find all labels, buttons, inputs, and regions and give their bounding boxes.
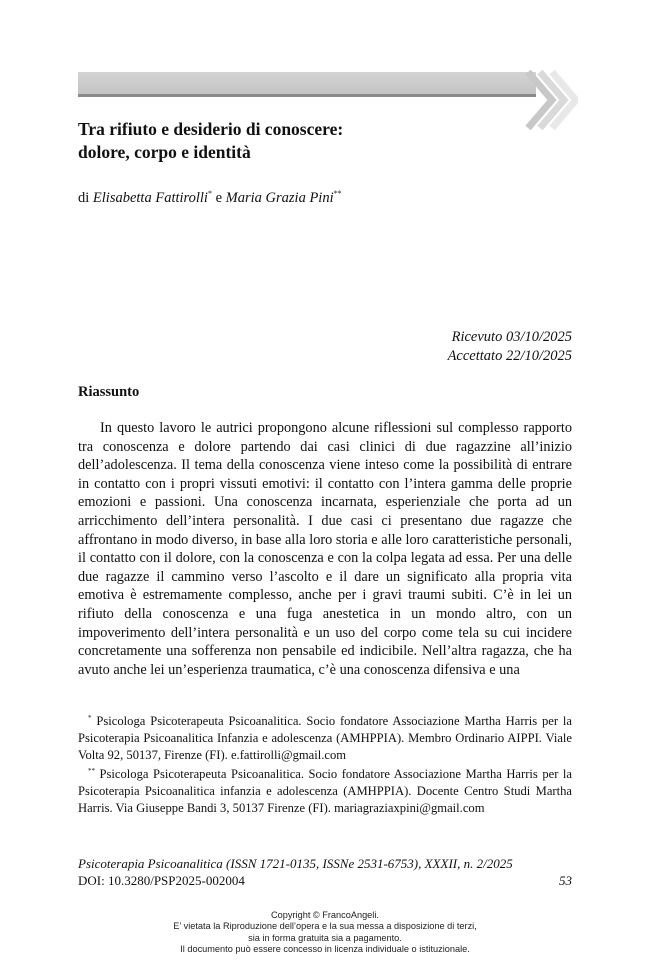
copyright-line: Il documento può essere concesso in licenza individuale o istituzionale. <box>180 944 470 955</box>
title-line: dolore, corpo e identità <box>78 142 251 162</box>
footnote-mark: * <box>207 189 212 198</box>
author-prefix: di <box>78 189 90 206</box>
footnote-mark: * <box>88 714 92 722</box>
doi: DOI: 10.3280/PSP2025-002004 <box>78 873 245 888</box>
author-name: Maria Grazia Pini <box>225 189 334 206</box>
journal-info <box>78 855 572 889</box>
footnote-mark: ** <box>333 189 342 198</box>
journal-citation: Psicoterapia Psicoanalitica (ISSN 1721-0135, ISSNe 2531-6753), XXXII, n. 2/2025 <box>78 856 513 871</box>
received-date: Ricevuto 03/10/2025 <box>451 329 572 345</box>
header-band <box>78 72 536 97</box>
submission-dates <box>448 328 572 366</box>
abstract-heading: Riassunto <box>78 384 140 400</box>
footnote <box>78 710 572 763</box>
copyright-line: Copyright © FrancoAngeli. <box>271 910 379 920</box>
copyright-line: sia in forma gratuita sia a pagamento. <box>248 932 402 943</box>
accepted-date: Accettato 22/10/2025 <box>447 348 572 364</box>
page-number: 53 <box>559 873 572 888</box>
author-line <box>78 189 342 207</box>
title-line: Tra rifiuto e desiderio di conoscere: <box>78 119 344 139</box>
footnote-mark: ** <box>88 767 95 776</box>
footnotes <box>78 710 572 817</box>
author-conjunction: e <box>215 189 223 206</box>
footnote <box>78 763 572 816</box>
copyright-line: E’ vietata la Riproduzione dell’opera e la sua messa a disposizione di terzi, <box>173 921 477 932</box>
chevron-right-icon <box>522 64 578 136</box>
footnote-text: Psicologa Psicoterapeuta Psicoanalitica. Socio fondatore Associazione Martha Harris per la Psicoterapia Psicoanalitica infanzia e adolescenza (AMHPPIA). Docente Centro Studi Martha Harris. Via Giuseppe Bandi 3, 50137 Firenze (FI). mariagraziaxpini@gmail.com <box>78 767 572 815</box>
abstract-text: In questo lavoro le autrici propongono alcune riflessioni sul complesso rapporto tra conoscenza e dolore partendo dai casi clinici di due ragazzine all’inizio dell’adolescenza. Il tema della conoscenza viene inteso come la possibilità di entrare in contatto con i propri vissuti emotivi: il contatto con l’intera gamma delle proprie emozioni e passioni. Una conoscenza incarnata, esperienziale che porta ad un arricchimento dell’intera personalità. I due casi ci presentano due ragazze che affrontano in modo diverso, in base alla loro storia e alle loro caratteristiche personali, il contatto con il dolore, con la conoscenza e con la colpa legata ad essa. Per una delle due ragazze il cammino verso l’ascolto e il dare un significato alla propria vita emotiva è estremamente complesso, anche per i gravi traumi subiti. C’è in lei un rifiuto della conoscenza e una fuga anestetica in un mondo altro, con un impoverimento dell’intera personalità e un uso del corpo come tela su cui incidere concretamente una sofferenza non pensabile ed indicibile. Nell’altra ragazza, che ha avuto anche lei un’esperienza traumatica, c’è una conoscenza difensiva e una <box>78 420 572 678</box>
footnote-text: Psicologa Psicoterapeuta Psicoanalitica. Socio fondatore Associazione Martha Harris per la Psicoterapia Psicoanalitica Infanzia e adolescenza (AMHPPIA). Membro Ordinario AIPPI. Viale Volta 92, 50137, Firenze (FI). e.fattirolli@gmail.com <box>78 714 572 762</box>
copyright-notice <box>0 910 650 956</box>
article-title <box>78 118 518 164</box>
author-name: Elisabetta Fattirolli <box>92 189 208 206</box>
